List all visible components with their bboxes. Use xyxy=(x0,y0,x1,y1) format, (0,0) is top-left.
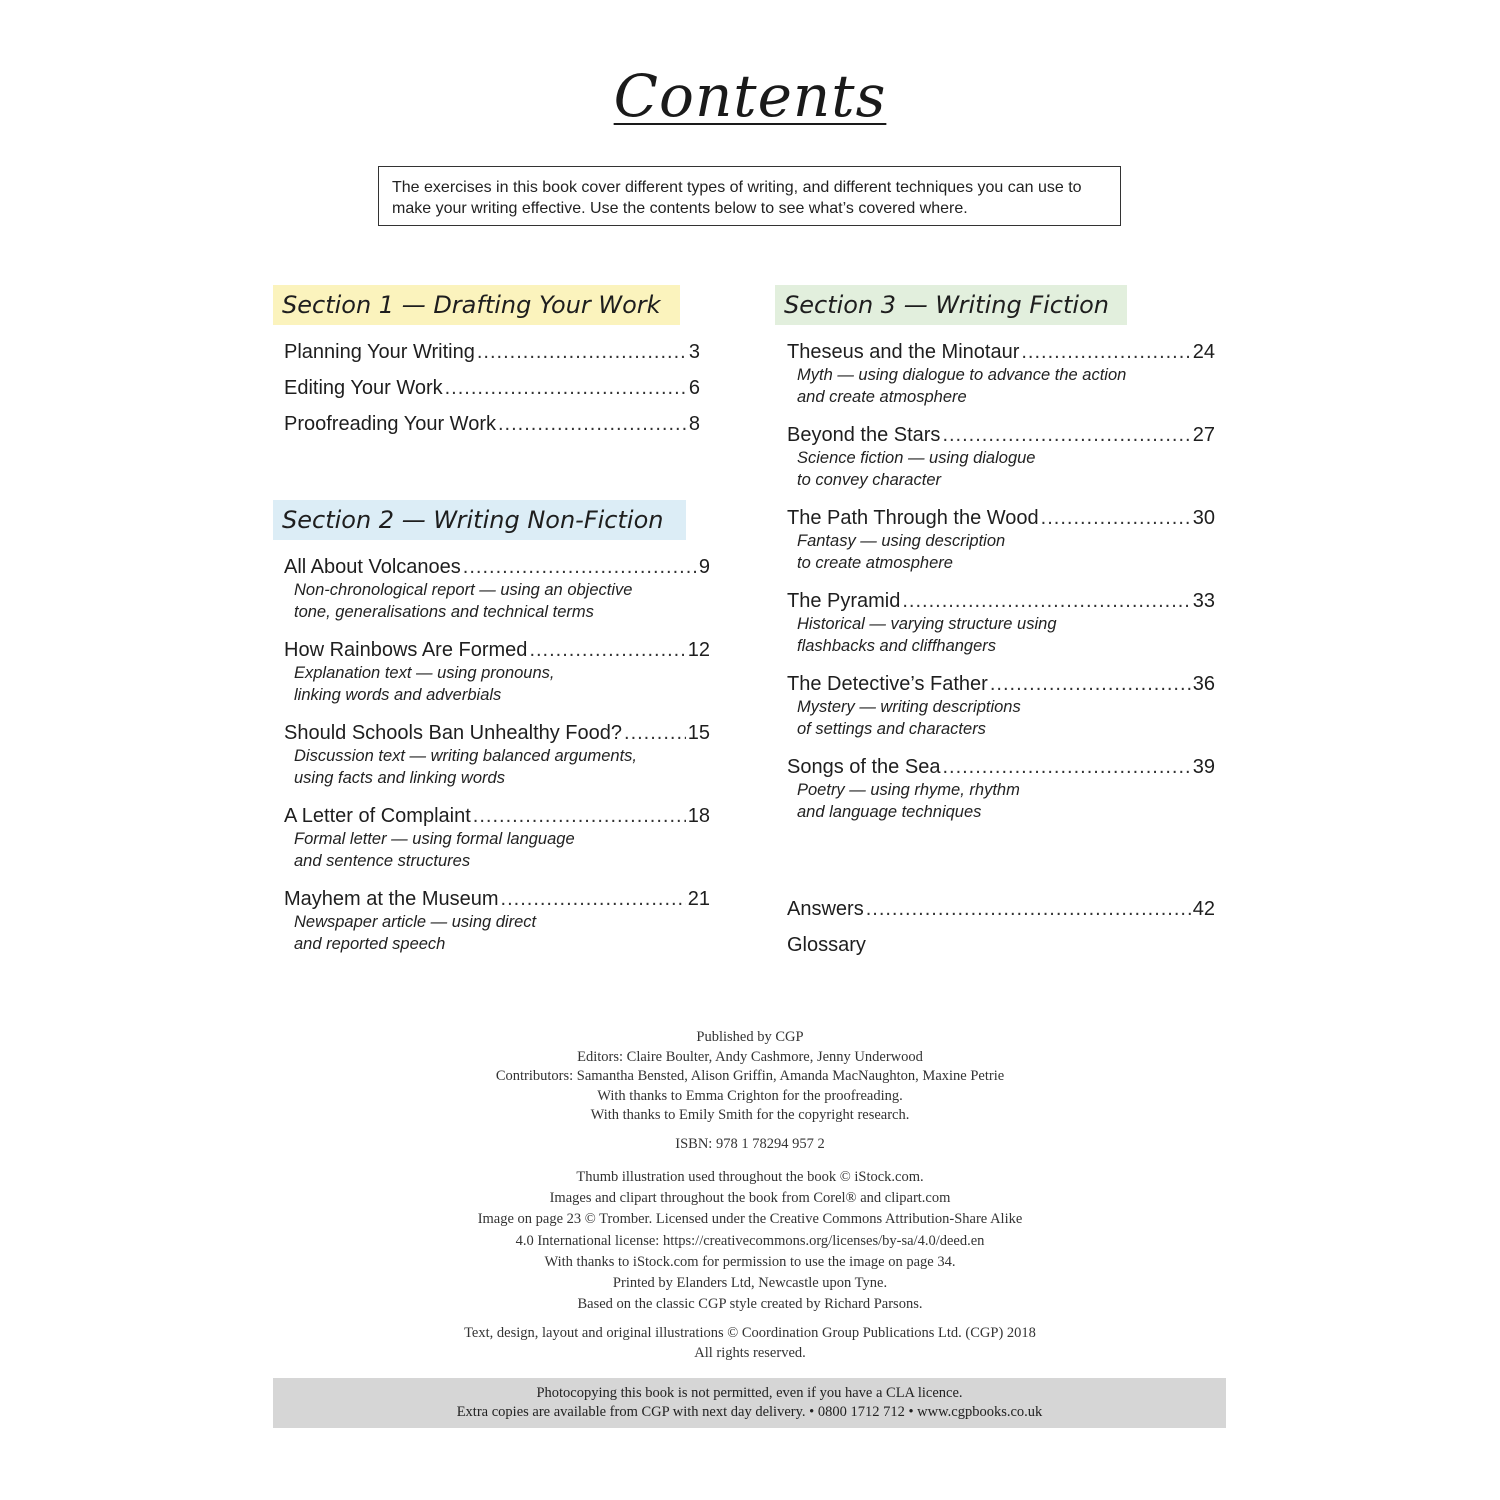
entry-description: linking words and adverbials xyxy=(294,685,502,704)
entry-description: Poetry — using rhyme, rhythm xyxy=(797,781,1020,799)
entry-description: and create atmosphere xyxy=(797,387,967,406)
entry-page: 33 xyxy=(1192,590,1215,612)
entry-description: and sentence structures xyxy=(294,851,471,870)
entry-title: All About Volcanoes xyxy=(284,556,461,578)
toc-entry-glossary[interactable] xyxy=(787,932,1215,958)
entry-page: 18 xyxy=(687,805,710,827)
entry-description: Discussion text — writing balanced arguments, xyxy=(294,747,637,765)
toc-item xyxy=(787,339,1215,408)
leader-dots xyxy=(477,339,687,365)
section-3-heading: Section 3 — Writing Fiction xyxy=(775,285,1127,325)
entry-description: Historical — varying structure using xyxy=(797,615,1057,633)
title-text: Contents xyxy=(613,62,887,130)
toc-entry[interactable] xyxy=(284,411,700,437)
page-title xyxy=(0,62,1500,130)
entry-description: and reported speech xyxy=(294,934,446,953)
entry-description: Non-chronological report — using an objective xyxy=(294,581,633,599)
credit-line: 4.0 International license: https://creativecommons.org/licenses/by-sa/4.0/deed.en xyxy=(515,1232,985,1249)
leader-dots xyxy=(942,754,1190,780)
leader-dots xyxy=(445,375,687,401)
entry-description: Explanation text — using pronouns, xyxy=(294,664,555,682)
toc-entry[interactable] xyxy=(284,886,710,912)
entry-page: 12 xyxy=(687,639,710,661)
entry-title: Glossary xyxy=(787,934,866,956)
leader-dots xyxy=(463,554,697,580)
entry-page: 27 xyxy=(1192,424,1215,446)
entry-description: Fantasy — using description xyxy=(797,532,1006,550)
entry-title: Theseus and the Minotaur xyxy=(787,341,1020,363)
section-3-list xyxy=(787,339,1215,837)
toc-entry[interactable] xyxy=(787,422,1215,448)
entry-description: Formal letter — using formal language xyxy=(294,830,575,848)
entry-page: 9 xyxy=(698,556,710,578)
toc-entry[interactable] xyxy=(284,554,710,580)
leader-dots xyxy=(990,671,1191,697)
toc-item xyxy=(284,720,710,789)
section-1-list xyxy=(284,339,700,447)
toc-entry[interactable] xyxy=(787,505,1215,531)
toc-entry[interactable] xyxy=(284,803,710,829)
leader-dots xyxy=(501,886,686,912)
entry-page: 24 xyxy=(1192,341,1215,363)
entry-description: tone, generalisations and technical terms xyxy=(294,602,594,621)
leader-dots xyxy=(866,896,1191,922)
credit-line: Published by CGP xyxy=(696,1029,804,1045)
leader-dots xyxy=(624,720,686,746)
entry-title: Songs of the Sea xyxy=(787,756,941,778)
credit-line: Based on the classic CGP style created by Richard Parsons. xyxy=(577,1296,923,1313)
entry-page: 6 xyxy=(688,377,700,399)
entry-page: 42 xyxy=(1192,898,1215,920)
credit-line: With thanks to iStock.com for permission to use the image on page 34. xyxy=(544,1253,956,1270)
entry-title: Planning Your Writing xyxy=(284,341,475,363)
credit-line: With thanks to Emily Smith for the copyright research. xyxy=(590,1107,910,1123)
entry-page: 15 xyxy=(687,722,710,744)
entry-title: Should Schools Ban Unhealthy Food? xyxy=(284,722,623,744)
toc-item xyxy=(284,637,710,706)
entry-title: Mayhem at the Museum xyxy=(284,888,499,910)
footer-line: Extra copies are available from CGP with next day delivery. • 0800 1712 712 • www.cgpbooks.co.uk xyxy=(456,1404,1043,1420)
entry-page: 3 xyxy=(688,341,700,363)
credit-line: Contributors: Samantha Bensted, Alison Griffin, Amanda MacNaughton, Maxine Petrie xyxy=(495,1068,1005,1084)
rights-line: All rights reserved. xyxy=(694,1344,806,1361)
intro-box: The exercises in this book cover different types of writing, and different techniques you can use to make your writing effective. Use the contents below to see what’s covered where. xyxy=(378,166,1121,226)
credit-line: Image on page 23 © Tromber. Licensed under the Creative Commons Attribution-Share Alike xyxy=(477,1211,1023,1228)
section-1-heading: Section 1 — Drafting Your Work xyxy=(273,285,680,325)
entry-page: 30 xyxy=(1192,507,1215,529)
entry-description: of settings and characters xyxy=(797,719,986,738)
entry-description: Newspaper article — using direct xyxy=(294,913,537,931)
entry-title: Editing Your Work xyxy=(284,377,443,399)
toc-entry[interactable] xyxy=(284,637,710,663)
entry-description: Mystery — writing descriptions xyxy=(797,698,1021,716)
credit-line: With thanks to Emma Crighton for the proofreading. xyxy=(597,1087,903,1104)
toc-item xyxy=(787,422,1215,491)
entry-title: A Letter of Complaint xyxy=(284,805,471,827)
entry-page: 39 xyxy=(1192,756,1215,778)
toc-entry[interactable] xyxy=(284,720,710,746)
leader-dots xyxy=(1041,505,1191,531)
isbn-line: ISBN: 978 1 78294 957 2 xyxy=(675,1136,825,1152)
entry-description: Myth — using dialogue to advance the action xyxy=(797,366,1127,384)
leader-dots xyxy=(902,588,1190,614)
toc-item xyxy=(284,886,710,955)
entry-title: The Path Through the Wood xyxy=(787,507,1039,529)
toc-entry[interactable] xyxy=(787,754,1215,780)
entry-title: Beyond the Stars xyxy=(787,424,941,446)
toc-entry-answers[interactable] xyxy=(787,896,1215,922)
credit-line: Thumb illustration used throughout the book © iStock.com. xyxy=(576,1169,924,1185)
toc-entry[interactable] xyxy=(787,588,1215,614)
entry-description: and language techniques xyxy=(797,802,982,821)
entry-title: Proofreading Your Work xyxy=(284,413,496,435)
entry-description: to convey character xyxy=(797,470,941,489)
entry-title: The Detective’s Father xyxy=(787,673,988,695)
leader-dots xyxy=(1021,339,1190,365)
toc-entry[interactable] xyxy=(284,375,700,401)
leader-dots xyxy=(942,422,1190,448)
copyright-line: Text, design, layout and original illustrations © Coordination Group Publications Ltd. (CGP) 2018 xyxy=(464,1325,1036,1341)
credit-line: Editors: Claire Boulter, Andy Cashmore, Jenny Underwood xyxy=(577,1048,923,1065)
entry-page: 8 xyxy=(688,413,700,435)
toc-entry[interactable] xyxy=(787,339,1215,365)
entry-description: Science fiction — using dialogue xyxy=(797,449,1036,467)
entry-page: 21 xyxy=(687,888,710,910)
leader-dots xyxy=(529,637,685,663)
image-credits xyxy=(0,1167,1500,1315)
entry-title: How Rainbows Are Formed xyxy=(284,639,528,661)
entry-page: 36 xyxy=(1192,673,1215,695)
credit-line: Printed by Elanders Ltd, Newcastle upon Tyne. xyxy=(612,1275,888,1292)
leader-dots xyxy=(473,803,686,829)
copyright-block xyxy=(0,1324,1500,1363)
toc-entry[interactable] xyxy=(284,339,700,365)
entry-description: flashbacks and cliffhangers xyxy=(797,636,997,655)
entry-description: using facts and linking words xyxy=(294,768,505,787)
toc-item xyxy=(787,754,1215,823)
section-2-list xyxy=(284,554,710,969)
section-2-heading: Section 2 — Writing Non-Fiction xyxy=(273,500,686,540)
toc-item xyxy=(787,505,1215,574)
entry-title: Answers xyxy=(787,898,864,920)
entry-title: The Pyramid xyxy=(787,590,901,612)
toc-item xyxy=(284,803,710,872)
footer-banner xyxy=(273,1378,1226,1428)
entry-description: to create atmosphere xyxy=(797,553,953,572)
leader-dots xyxy=(498,411,687,437)
toc-item xyxy=(787,671,1215,740)
footer-line: Photocopying this book is not permitted, even if you have a CLA licence. xyxy=(536,1385,963,1401)
toc-item xyxy=(284,554,710,623)
toc-item xyxy=(787,588,1215,657)
credit-line: Images and clipart throughout the book from Corel® and clipart.com xyxy=(549,1190,951,1207)
back-matter-list xyxy=(787,896,1215,968)
toc-entry[interactable] xyxy=(787,671,1215,697)
credits-block xyxy=(0,1028,1500,1126)
